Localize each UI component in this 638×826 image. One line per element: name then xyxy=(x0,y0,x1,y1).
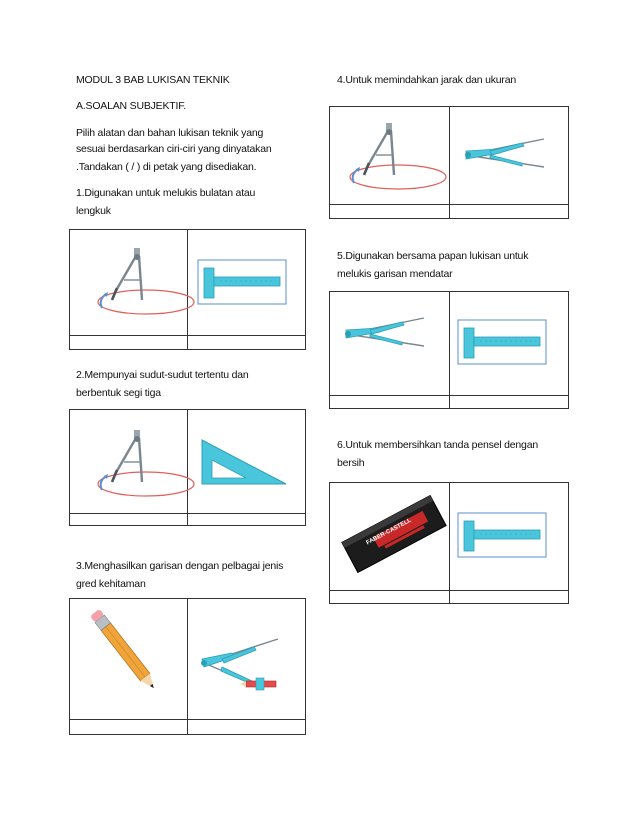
question-3-table xyxy=(69,598,306,735)
set-square-image xyxy=(198,438,290,488)
answer-box-divider[interactable] xyxy=(450,205,568,218)
eraser-brand-label: FABER-CASTELL xyxy=(365,517,413,547)
compass-pencil-image xyxy=(196,633,288,695)
answer-box-compass[interactable] xyxy=(70,514,187,526)
divider-image xyxy=(340,314,432,354)
question-5-line-2: melukis garisan mendatar xyxy=(337,268,453,280)
question-1-line-2: lengkuk xyxy=(76,205,111,217)
answer-box-divider[interactable] xyxy=(330,396,449,408)
eraser-image xyxy=(340,505,450,585)
question-1-line-1: 1.Digunakan untuk melukis bulatan atau xyxy=(76,187,256,199)
instruction-line-2: sesuai berdasarkan ciri-ciri yang dinyatakan xyxy=(76,143,272,155)
answer-box-eraser[interactable] xyxy=(330,591,449,603)
answer-box-set-square[interactable] xyxy=(188,514,305,526)
answer-box-t-square[interactable] xyxy=(188,336,305,350)
question-4-table xyxy=(329,106,569,219)
t-square-image xyxy=(458,320,550,368)
compass-image xyxy=(84,242,194,322)
answer-box-compass[interactable] xyxy=(70,336,187,350)
question-4-line-1: 4.Untuk memindahkan jarak dan ukuran xyxy=(337,74,516,86)
instruction-line-1: Pilih alatan dan bahan lukisan teknik yang xyxy=(76,127,264,139)
answer-box-t-square[interactable] xyxy=(450,591,568,603)
question-3-line-2: gred kehitaman xyxy=(76,578,146,590)
question-2-line-2: berbentuk segi tiga xyxy=(76,387,161,399)
compass-image xyxy=(336,117,446,197)
question-2-table xyxy=(69,409,306,526)
question-3-line-1: 3.Menghasilkan garisan dengan pelbagai jenis xyxy=(76,560,284,572)
question-2-line-1: 2.Mempunyai sudut-sudut tertentu dan xyxy=(76,369,249,381)
question-6-line-1: 6.Untuk membersihkan tanda pensel dengan xyxy=(337,439,538,451)
question-6-line-2: bersih xyxy=(337,457,365,469)
question-5-table xyxy=(329,291,569,409)
compass-image xyxy=(84,424,194,504)
divider-image xyxy=(460,135,552,175)
t-square-image xyxy=(458,513,550,561)
answer-box-pencil[interactable] xyxy=(70,720,187,734)
module-title: MODUL 3 BAB LUKISAN TEKNIK xyxy=(76,74,230,86)
instruction-line-3: .Tandakan ( / ) di petak yang disediakan. xyxy=(76,161,257,173)
question-6-table xyxy=(329,482,569,604)
question-1-table xyxy=(69,229,306,350)
t-square-image xyxy=(198,260,290,308)
answer-box-compass[interactable] xyxy=(188,720,305,734)
question-5-line-1: 5.Digunakan bersama papan lukisan untuk xyxy=(337,250,529,262)
pencil-image xyxy=(84,613,176,713)
answer-box-compass[interactable] xyxy=(330,205,449,218)
section-heading: A.SOALAN SUBJEKTIF. xyxy=(76,100,186,112)
answer-box-t-square[interactable] xyxy=(450,396,568,408)
